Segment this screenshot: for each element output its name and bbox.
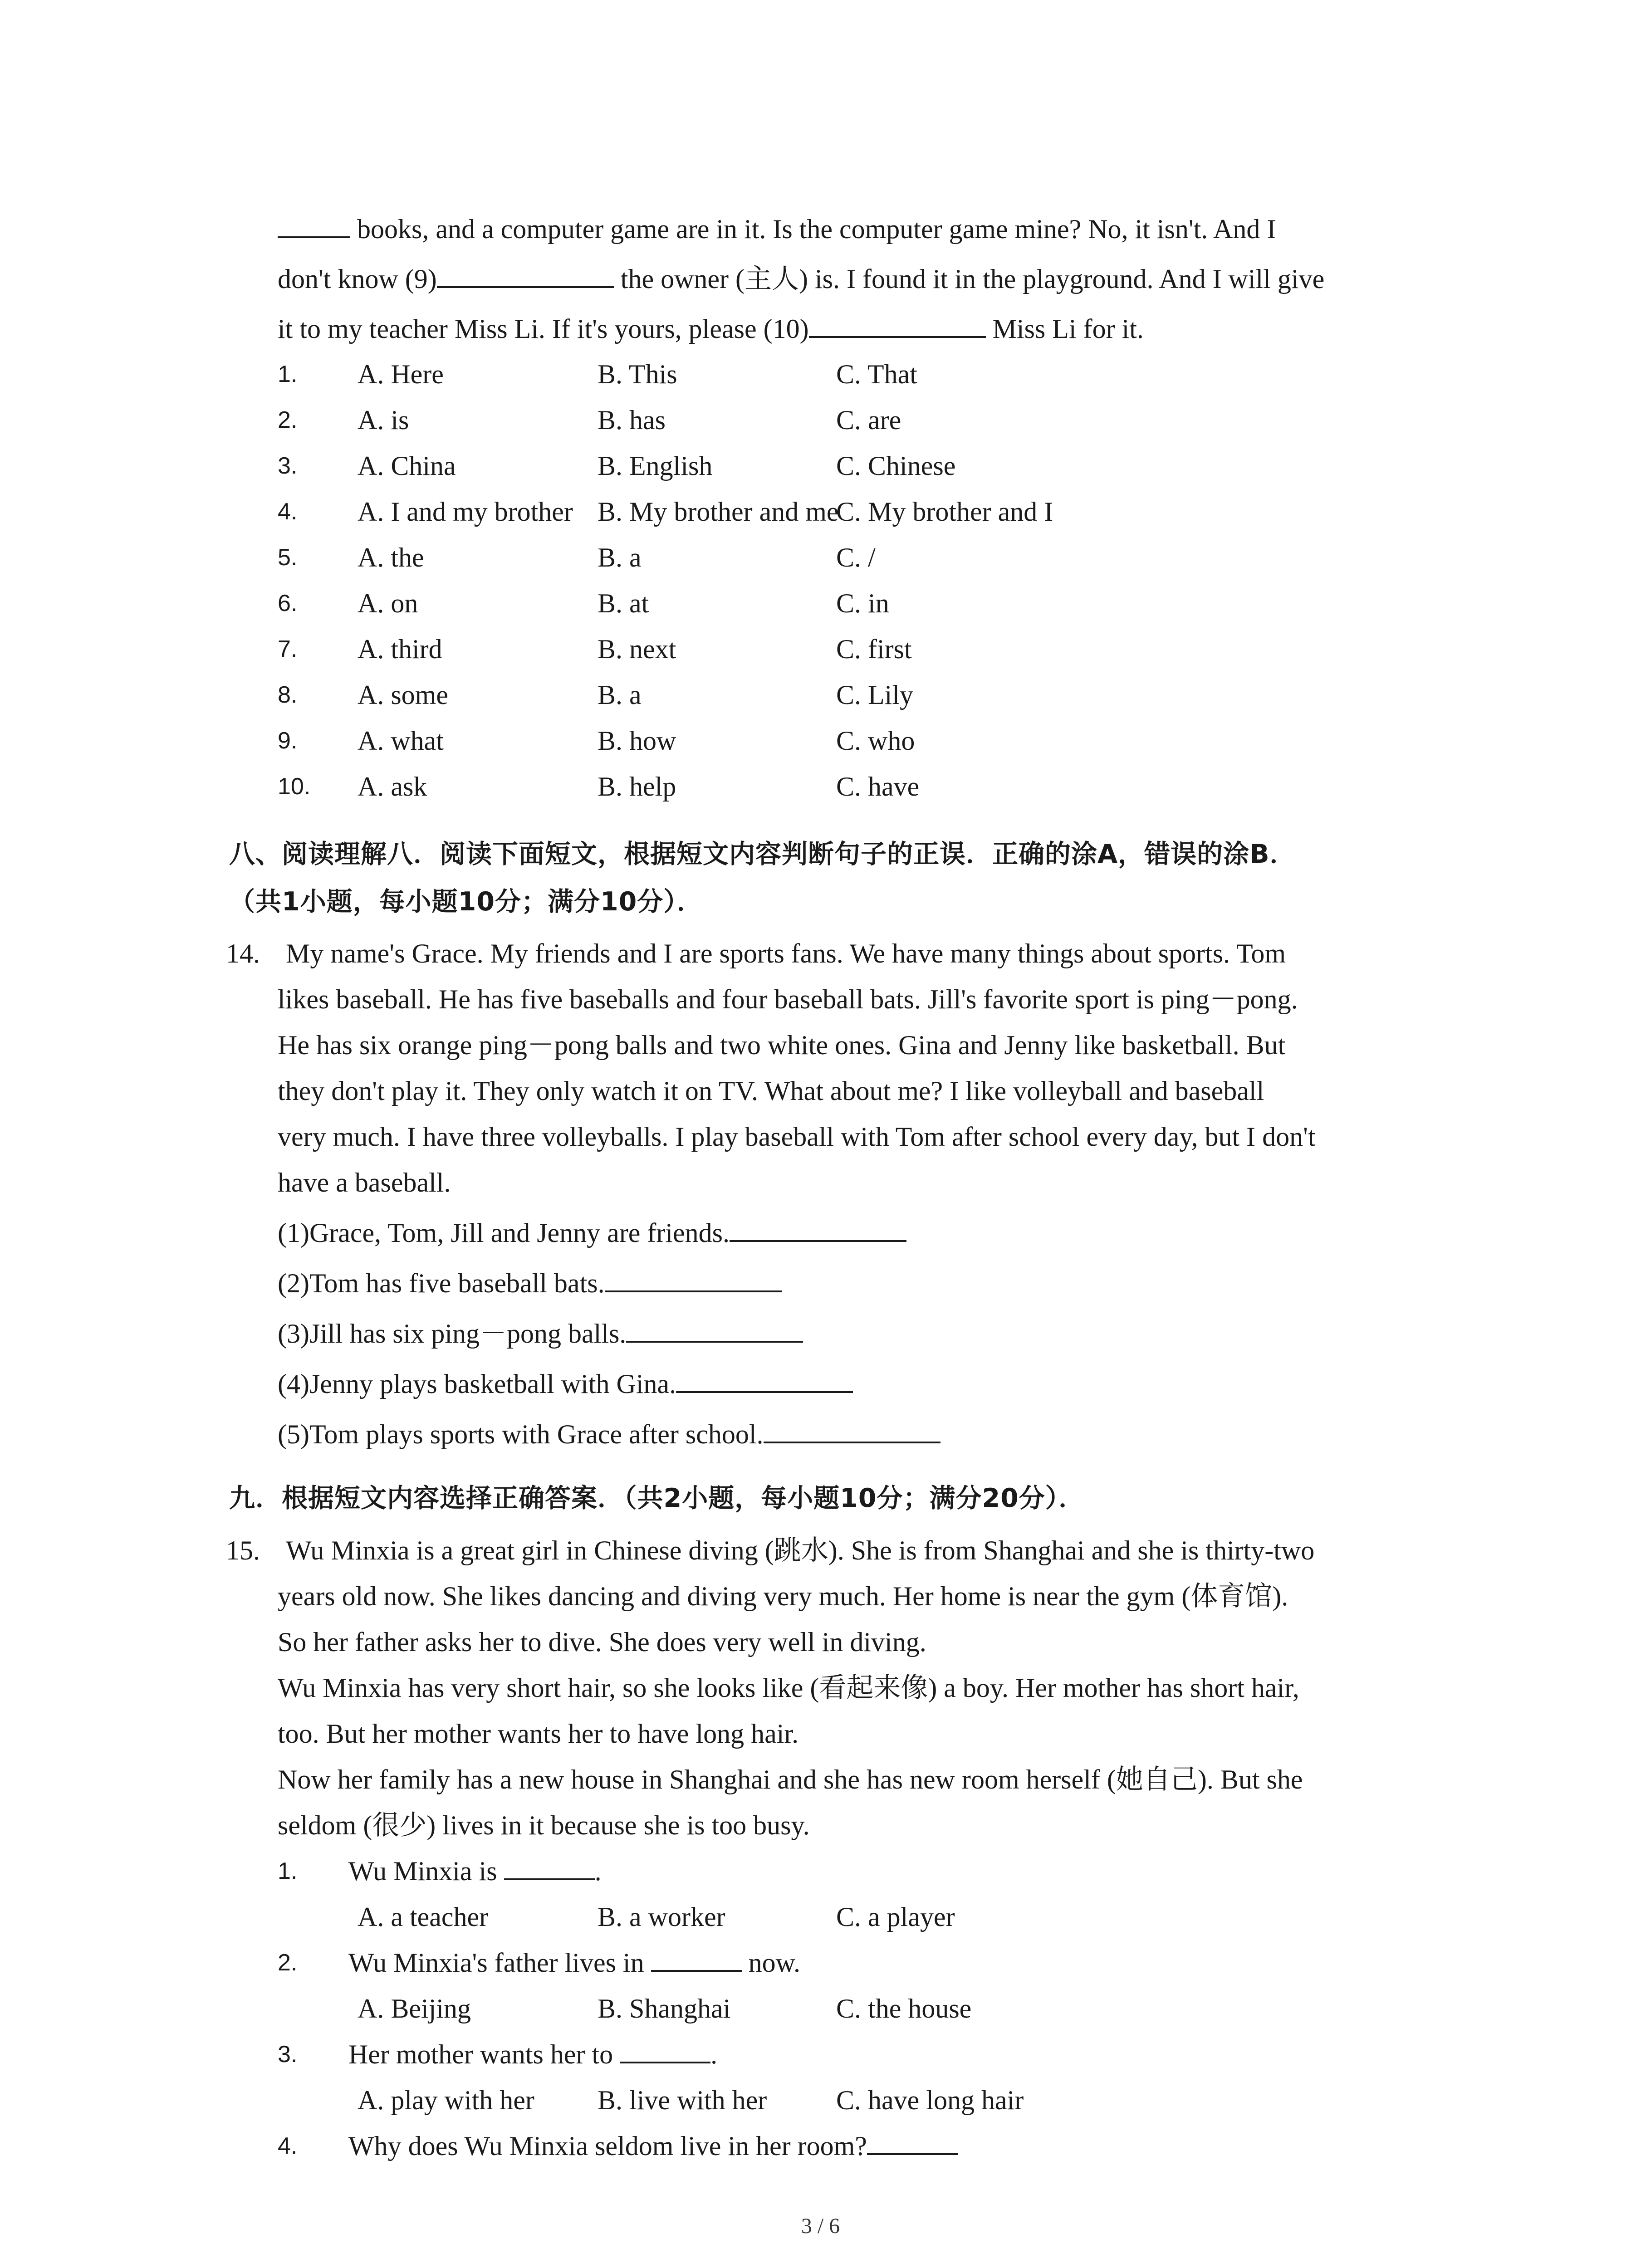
q15-passage-line: years old now. She likes dancing and diving very much. Her home is near the gym (体育馆). (278, 1581, 1288, 1611)
sub-question-stem: Why does Wu Minxia seldom live in her room? (348, 2128, 958, 2164)
blank-10 (809, 311, 986, 338)
section-9-heading: 九．根据短文内容选择正确答案．（共2小题，每小题10分；满分20分）． (229, 1483, 1085, 1513)
section-8-heading: 八、阅读理解八．阅读下面短文，根据短文内容判断句子的正误．正确的涂A，错误的涂B． (229, 839, 1296, 869)
answer-blank[interactable] (730, 1215, 906, 1242)
q14-passage-line: likes baseball. He has five baseballs and four baseball bats. Jill's favorite sport is ping－pong. (278, 984, 1298, 1014)
answer-blank[interactable] (764, 1416, 941, 1443)
exam-page: books, and a computer game are in it. Is the computer game mine? No, it isn't. And I don't know (9) the owner (主人) is. I found it in the playground. And I will give it to my teacher Miss Li. If it's yours, please (10) Miss Li for it. 1. A. Here B. This C. That 2. A. is B. has C. are 3. A. China B. English C. Chinese 4. A. I and my brother B. My brother and me C. My brother and I 5. A. the B. a C. / 6. A. on B. at C. in 7. A. third B. next C. first 8. A. some B. a C. Lily 9. A. what B. how C. who 10. A. ask B. help C. have 八、阅读理解八．阅读下面短文，根据短文内容判断句子的正误．正确的涂A，错误的涂B． （共1小题，每小题10分；满分10分）． 14. My name's Grace. My friends and I are sports fans. We have many things about sports. Tom likes baseball. He has five baseballs and four baseball bats. Jill's favorite sport is ping－pong. He has six orange ping－pong balls and two white ones. Gina and Jenny like basketball. But they don't play it. They only watch it on TV. What about me? I like volleyball and baseball very much. I have three volleyballs. I play baseball with Tom after school every day, but I don't have a baseball. (1)Grace, Tom, Jill and Jenny are friends. (2)Tom has five baseball bats. (3)Jill has six ping－pong balls. (4)Jenny plays basketball with Gina. (5)Tom plays sports with Grace after school. 九．根据短文内容选择正确答案．（共2小题，每小题10分；满分20分）． 15. Wu Minxia is a great girl in Chinese diving (跳水). She is from Shanghai and she is thirty-two years old now. She likes dancing and diving very much. Her home is near the gym (体育馆). So her father asks her to dive. She does very well in diving. Wu Minxia has very short hair, so she looks like (看起来像) a boy. Her mother has short hair, too. But her mother wants her to have long hair. Now her family has a new house in Shanghai and she has new room herself (她自己). But she seldom (很少) lives in it because she is too busy. 1. Wu Minxia is . A. a teacher B. a worker C. a player 2. Wu Minxia's father lives in now. A. Beijing B. Shanghai C. the house 3. Her mother wants her to . A. play with her B. live with her C. have long hair 4. Why does Wu Minxia seldom live in her room? 3 / 6 (0, 0, 1641, 2268)
q15-passage-line: Wu Minxia has very short hair, so she looks like (看起来像) a boy. Her mother has short hair, (278, 1673, 1299, 1703)
question-number-15: 15. (226, 1535, 260, 1565)
passage-line-1: books, and a computer game are in it. Is the computer game mine? No, it isn't. And I (278, 211, 1276, 247)
answer-blank[interactable] (676, 1366, 853, 1393)
q15-passage-line: too. But her mother wants her to have long hair. (278, 1719, 799, 1749)
q15-passage-line: So her father asks her to dive. She does very well in diving. (278, 1627, 926, 1657)
answer-blank[interactable] (504, 1853, 595, 1880)
answer-blank[interactable] (605, 1265, 782, 1292)
q15-passage-line: seldom (很少) lives in it because she is too busy. (278, 1810, 810, 1840)
answer-blank[interactable] (867, 2128, 958, 2155)
answer-blank[interactable] (626, 1315, 803, 1343)
q14-statement: (4)Jenny plays basketball with Gina. (278, 1366, 853, 1402)
q14-passage-line: have a baseball. (278, 1168, 451, 1198)
q14-statement: (2)Tom has five baseball bats. (278, 1265, 782, 1301)
passage-line-2: don't know (9) the owner (主人) is. I found it in the playground. And I will give (278, 261, 1324, 297)
q14-statement: (1)Grace, Tom, Jill and Jenny are friends. (278, 1215, 906, 1251)
q14-passage-line: they don't play it. They only watch it on TV. What about me? I like volleyball and baseball (278, 1076, 1264, 1106)
answer-blank[interactable] (620, 2036, 710, 2063)
passage-line-3: it to my teacher Miss Li. If it's yours, please (10) Miss Li for it. (278, 311, 1144, 347)
blank-8 (278, 211, 350, 238)
blank-9 (437, 261, 614, 288)
q14-statement: (5)Tom plays sports with Grace after school. (278, 1416, 941, 1452)
page-number: 3 / 6 (801, 2214, 840, 2238)
q15-passage-line: Wu Minxia is a great girl in Chinese diving (跳水). She is from Shanghai and she is thirty-two (286, 1535, 1315, 1565)
sub-question-stem: Wu Minxia is . (348, 1853, 602, 1889)
q14-passage-line: My name's Grace. My friends and I are sports fans. We have many things about sports. Tom (286, 938, 1286, 968)
section-8-heading-line-2: （共1小题，每小题10分；满分10分）． (229, 887, 703, 917)
q14-statement: (3)Jill has six ping－pong balls. (278, 1315, 803, 1352)
q14-passage-line: He has six orange ping－pong balls and two white ones. Gina and Jenny like basketball. But (278, 1030, 1286, 1060)
question-number-14: 14. (226, 938, 260, 968)
answer-blank[interactable] (651, 1945, 742, 1972)
sub-question-stem: Wu Minxia's father lives in now. (348, 1945, 800, 1981)
q14-passage-line: very much. I have three volleyballs. I play baseball with Tom after school every day, but I don't (278, 1122, 1316, 1152)
q15-passage-line: Now her family has a new house in Shanghai and she has new room herself (她自己). But she (278, 1765, 1303, 1794)
sub-question-stem: Her mother wants her to . (348, 2036, 717, 2072)
